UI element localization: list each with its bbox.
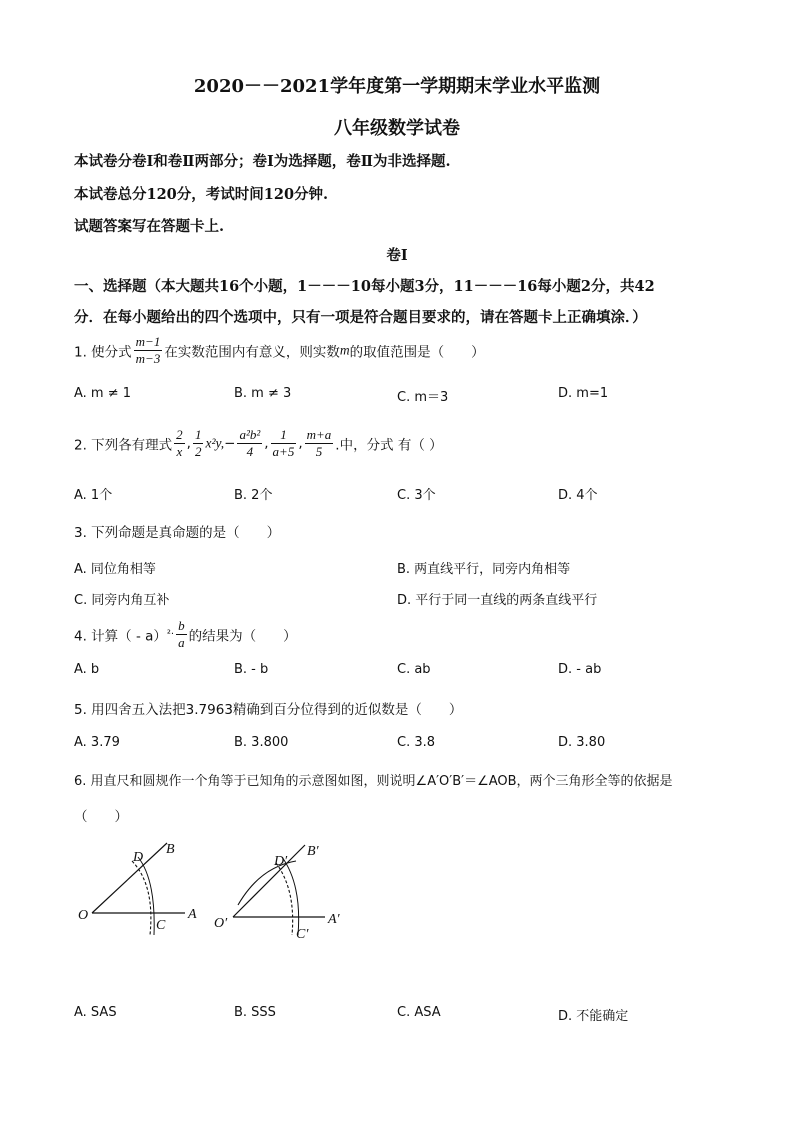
figure-angle-aob-prime: [214, 844, 341, 942]
label-o-prime: O′: [214, 916, 228, 931]
option-b: B. 两直线平行，同旁内角相等: [397, 562, 571, 577]
option-c: C. 3.8: [397, 735, 436, 750]
option-c: C. ab: [397, 662, 431, 677]
option-a: A. 3.79: [74, 735, 120, 750]
exam-subtitle: 八年级数学试卷: [334, 118, 460, 139]
section-name: 卷Ⅰ: [386, 247, 408, 264]
option-d: D. 平行于同一直线的两条直线平行: [397, 593, 598, 608]
option-b: B. SSS: [234, 1005, 276, 1020]
label-b: B: [166, 842, 175, 857]
option-c: C. ASA: [397, 1005, 441, 1020]
section-intro: 一、选择题（本大题共16个小题，1－－－10每小题3分，11－－－16每小题2分，共42: [74, 278, 655, 295]
option-c: C. 同旁内角互补: [74, 593, 170, 608]
label-d-prime: D′: [274, 854, 288, 869]
option-a: A. SAS: [74, 1005, 117, 1020]
label-a: A: [188, 907, 197, 922]
label-c-prime: C′: [296, 927, 309, 942]
option-a: A. b: [74, 662, 100, 677]
question-5: 5. 用四舍五入法把3.7963精确到百分位得到的近似数是（ ）: [74, 702, 463, 718]
figure-angle-aob: [78, 842, 197, 935]
question-3: 3. 下列命题是真命题的是（ ）: [74, 525, 281, 541]
option-d: D. m=1: [558, 386, 609, 401]
question-2: 2. 下列各有理式 $\frac{2}{x}$ , $\frac{1}{2}$ x²y,− $\frac{\text{a²b²}}{4}$ , $\frac{1}{a+5}$ , $\frac{m+a}{5}$ .中，分式 有（ ）: [74, 427, 443, 459]
question-1: 1. 使分式 $\frac{m-1}{m-3}$ 在实数范围内有意义，则实数m的取值范围是（ ）: [74, 334, 485, 366]
question-6: 6. 用直尺和圆规作一个角等于已知角的示意图如图，则说明∠A′O′B′＝∠AOB，两个三角形全等的依据是: [74, 774, 673, 789]
geometry-figure: [70, 835, 360, 945]
option-d: D. 4个: [558, 488, 598, 503]
label-c: C: [156, 918, 166, 933]
label-a-prime: A′: [328, 912, 340, 927]
label-b-prime: B′: [307, 844, 319, 859]
option-d: D. - ab: [558, 662, 602, 677]
option-a: A. 同位角相等: [74, 562, 156, 577]
option-b: B. - b: [234, 662, 269, 677]
instruction-line: 本试卷总分120分，考试时间120分钟.: [74, 186, 329, 203]
section-intro: 分．在每小题给出的四个选项中，只有一项是符合题目要求的，请在答题卡上正确填涂．）: [74, 309, 647, 326]
option-c: C. m＝3: [397, 390, 449, 405]
instruction-line: 试题答案写在答题卡上.: [74, 218, 225, 235]
option-a: A. m ≠ 1: [74, 386, 132, 401]
option-d: D. 3.80: [558, 735, 606, 750]
question-4: 4. 计算（ - a）²· $\frac{b}{a}$ 的结果为（ ）: [74, 618, 297, 650]
option-b: B. 2个: [234, 488, 273, 503]
fraction: $\frac{m-1}{m-3}$: [135, 334, 161, 366]
instruction-line: 本试卷分卷Ⅰ和卷Ⅱ两部分；卷Ⅰ为选择题，卷Ⅱ为非选择题.: [74, 153, 451, 170]
option-b: B. 3.800: [234, 735, 289, 750]
exam-title: 2020－－2021学年度第一学期期末学业水平监测: [193, 76, 601, 97]
label-o: O: [78, 908, 89, 923]
label-d: D: [133, 850, 144, 865]
question-6-paren: （ ）: [74, 809, 128, 825]
option-a: A. 1个: [74, 488, 113, 503]
option-d: D. 不能确定: [558, 1009, 629, 1024]
option-c: C. 3个: [397, 488, 436, 503]
option-b: B. m ≠ 3: [234, 386, 292, 401]
